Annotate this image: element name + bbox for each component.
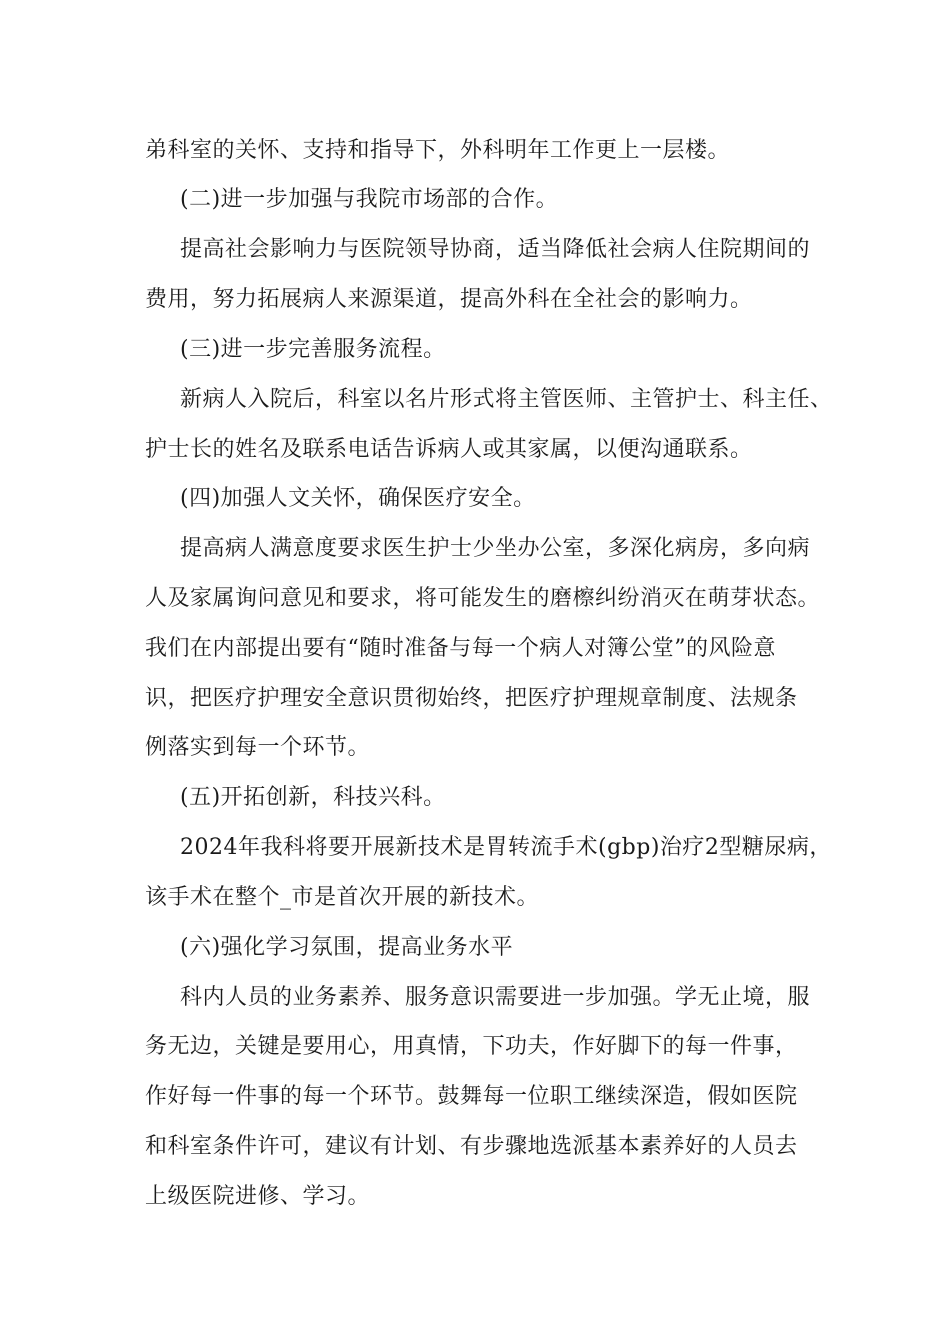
text-line: 作好每一件事的每一个环节。鼓舞每一位职工继续深造，假如医院 <box>145 1084 798 1109</box>
text-line: 2024年我科将要开展新技术是胃转流手术(gbp)治疗2型糖尿病， <box>180 835 832 860</box>
section-heading: (三)进一步完善服务流程。 <box>180 337 446 362</box>
text-line: 上级医院进修、学习。 <box>145 1184 371 1209</box>
text-line: 该手术在整个_市是首次开展的新技术。 <box>145 885 540 910</box>
text-line: 我们在内部提出要有“随时准备与每一个病人对簿公堂”的风险意 <box>145 636 776 661</box>
text-line: 护士长的姓名及联系电话告诉病人或其家属，以便沟通联系。 <box>145 437 753 462</box>
text-line: 识，把医疗护理安全意识贯彻始终，把医疗护理规章制度、法规条 <box>145 686 798 711</box>
section-heading: (二)进一步加强与我院市场部的合作。 <box>180 187 559 212</box>
text-line: 人及家属询问意见和要求，将可能发生的磨檫纠纷消灭在萌芽状态。 <box>145 586 821 611</box>
text-line: 务无边，关键是要用心，用真情，下功夫，作好脚下的每一件事， <box>145 1034 798 1059</box>
text-line: 提高社会影响力与医院领导协商，适当降低社会病人住院期间的 <box>180 237 811 262</box>
text-line: 科内人员的业务素养、服务意识需要进一步加强。学无止境，服 <box>180 985 811 1010</box>
text-line: 弟科室的关怀、支持和指导下，外科明年工作更上一层楼。 <box>145 138 731 163</box>
text-line: 费用，努力拓展病人来源渠道，提高外科在全社会的影响力。 <box>145 287 753 312</box>
section-heading: (六)强化学习氛围，提高业务水平 <box>180 935 514 960</box>
text-line: 和科室条件许可，建议有计划、有步骤地选派基本素养好的人员去 <box>145 1134 798 1159</box>
section-heading: (四)加强人文关怀，确保医疗安全。 <box>180 486 536 511</box>
text-line: 新病人入院后，科室以名片形式将主管医师、主管护士、科主任、 <box>180 387 833 412</box>
text-line: 提高病人满意度要求医生护士少坐办公室，多深化病房，多向病 <box>180 536 811 561</box>
section-heading: (五)开拓创新，科技兴科。 <box>180 785 446 810</box>
text-line: 例落实到每一个环节。 <box>145 735 371 760</box>
